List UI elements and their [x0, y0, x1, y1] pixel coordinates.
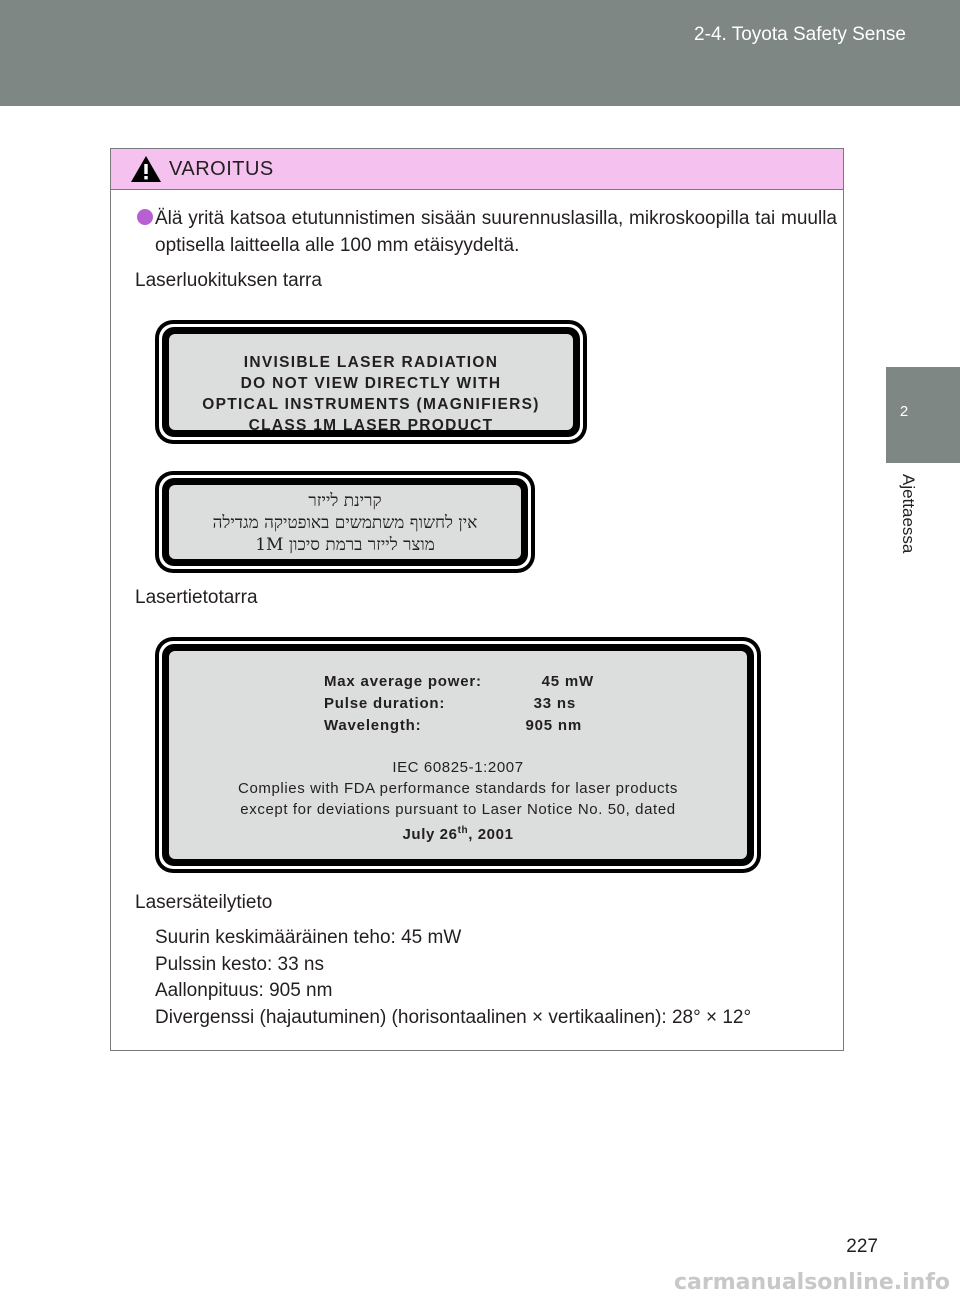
info-key: Wavelength:: [324, 717, 422, 734]
list-item: Suurin keskimääräinen teho: 45 mW: [155, 927, 462, 948]
label-line: INVISIBLE LASER RADIATION: [243, 354, 499, 371]
label2-caption: Lasertietotarra: [135, 587, 258, 608]
info-value: 45 mW: [541, 673, 594, 690]
warning-box: [110, 148, 844, 1051]
warning-title: VAROITUS: [169, 158, 274, 180]
label1-caption: Laserluokituksen tarra: [135, 270, 322, 291]
info-compliance: [169, 757, 747, 845]
info-label: [155, 637, 761, 873]
info-row-wavelength: [324, 715, 594, 737]
list-item: Aallonpituus: 905 nm: [155, 980, 333, 1001]
date-suffix-sup: th: [457, 825, 469, 836]
watermark[interactable]: carmanualsonline.info: [674, 1270, 950, 1295]
label-line: מוצר לייזר ברמת סיכון 1M: [255, 535, 435, 555]
list-item: Pulssin kesto: 33 ns: [155, 953, 324, 975]
info-key: Pulse duration:: [324, 695, 446, 712]
warning-triangle-icon: [130, 155, 162, 183]
spec-list: [155, 925, 751, 1031]
info-values: [324, 671, 594, 737]
label-line: אין לחשוף משתמשים באופטיקה מגדילה: [212, 513, 478, 533]
info-value: 905 nm: [525, 717, 582, 734]
hebrew-label: [155, 471, 535, 573]
header-band: [0, 0, 960, 106]
info-row-pulse: [324, 693, 594, 715]
date-line: [169, 820, 747, 845]
classification-label: [155, 320, 587, 444]
section-title: 2-4. Toyota Safety Sense: [694, 24, 906, 45]
date-prefix: July 26: [402, 826, 458, 843]
info-key: Max average power:: [324, 673, 482, 690]
info-value: 33 ns: [533, 695, 576, 712]
chapter-label: Ajettaessa: [899, 474, 918, 554]
label-line: DO NOT VIEW DIRECTLY WITH: [240, 375, 502, 392]
label-line: CLASS 1M LASER PRODUCT: [248, 417, 494, 434]
page-number: 227: [846, 1236, 878, 1257]
label-line: קרינת לייזר: [308, 491, 382, 511]
chapter-tab[interactable]: [886, 367, 960, 463]
warning-text: Älä yritä katsoa etutunnistimen sisään suurennuslasilla, mikroskoopilla tai muulla optisella laitteella alle 100 mm etäisyydeltä.: [155, 208, 837, 256]
fda-line: Complies with FDA performance standards for laser products: [238, 780, 678, 797]
date-year: , 2001: [468, 826, 514, 843]
label-line: OPTICAL INSTRUMENTS (MAGNIFIERS): [202, 396, 540, 413]
fda-line: except for deviations pursuant to Laser Notice No. 50, dated: [240, 801, 676, 818]
list-item: Divergenssi (hajautuminen) (horisontaalinen × vertikaalinen): 28° × 12°: [155, 1006, 752, 1028]
hebrew-label-text: [169, 490, 521, 556]
label3-caption: Lasersäteilytieto: [135, 892, 273, 913]
classification-label-text: [169, 352, 573, 436]
standard-line: IEC 60825-1:2007: [392, 759, 524, 776]
info-row-power: [324, 671, 594, 693]
chapter-number: 2: [899, 403, 909, 420]
bullet-dot: [137, 209, 153, 225]
warning-header: [111, 149, 843, 190]
